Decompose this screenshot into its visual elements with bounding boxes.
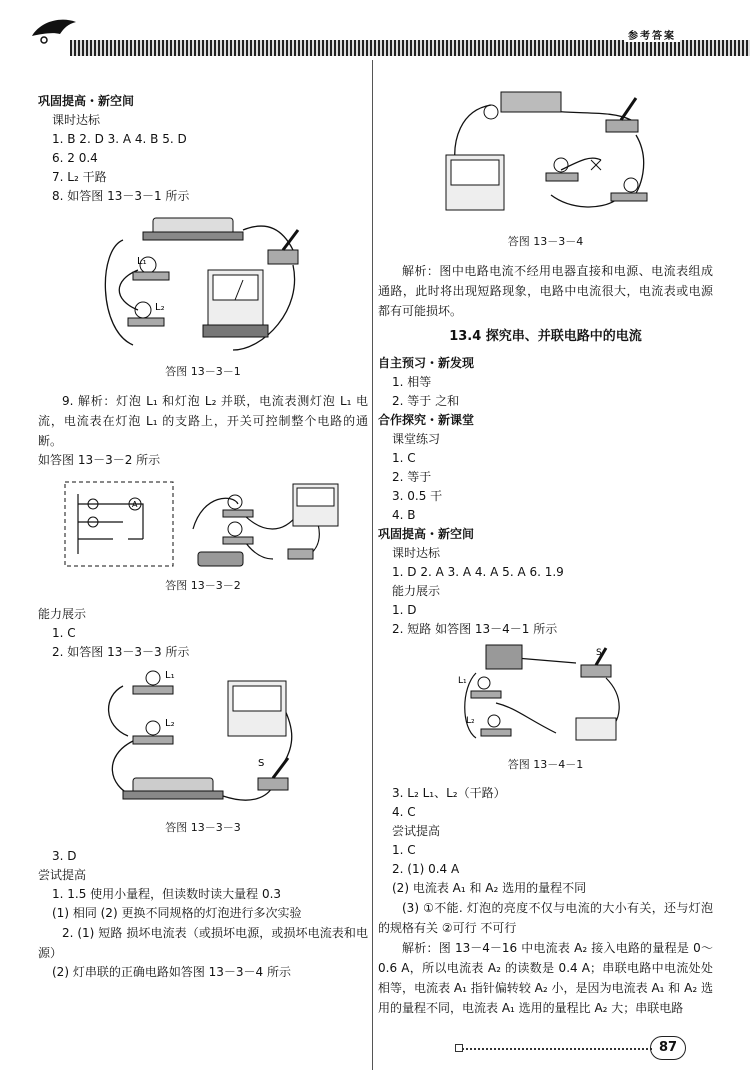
answer-line: (1) 相同 (2) 更换不同规格的灯泡进行多次实验 <box>52 906 302 920</box>
answer-line: 3. L₂ L₁、L₂（干路） <box>392 786 506 800</box>
footer-dotted-line <box>462 1048 652 1052</box>
page-header <box>0 0 750 60</box>
svg-text:S: S <box>595 648 602 658</box>
svg-text:L₂: L₂ <box>465 716 475 726</box>
svg-text:S: S <box>258 758 265 769</box>
heading-gonggu: 巩固提高・新空间 <box>378 527 475 541</box>
answer-line: 8. 如答图 13－3－1 所示 <box>52 189 190 203</box>
figure-caption: 答图 13－3－1 <box>165 365 241 378</box>
answer-line: 2. (1) 短路 损坏电流表（或损坏电源，或损坏电流表和电源） <box>38 926 368 960</box>
subheading-changshi: 尝试提高 <box>38 868 87 882</box>
answer-line: 1. C <box>52 626 76 640</box>
answer-line: 4. B <box>392 508 416 522</box>
explanation-text: 解析：图中电路电流不经用电器直接和电源、电流表组成通路，此时将出现短路现象，电路中电流很大，电流表或电源都有可能损坏。 <box>378 264 713 318</box>
subheading-changshi: 尝试提高 <box>392 824 441 838</box>
subheading-nengli: 能力展示 <box>392 584 441 598</box>
figure-caption: 答图 13－3－3 <box>165 821 241 834</box>
svg-text:L₁: L₁ <box>137 256 147 267</box>
circuit-figure-13-3-4 <box>431 90 661 230</box>
subheading-ketang: 课堂练习 <box>392 432 441 446</box>
answer-line: 2. 如答图 13－3－3 所示 <box>52 645 190 659</box>
subheading-keshi: 课时达标 <box>392 546 441 560</box>
answer-line: (2) 灯串联的正确电路如答图 13－3－4 所示 <box>52 965 291 979</box>
answer-line: 2. (1) 0.4 A <box>392 862 460 876</box>
circuit-figure-13-3-2 <box>63 474 343 574</box>
subheading-nengli: 能力展示 <box>38 607 87 621</box>
svg-text:A: A <box>132 500 138 509</box>
answer-line: 1. D <box>392 603 417 617</box>
explanation-text: 解析：图 13－4－16 中电流表 A₂ 接入电路的量程是 0～0.6 A，所以电流表 A₂ 的读数是 0.4 A；串联电路中电流处处相等，电流表 A₁ 指针偏转较 A₂ 小，是因为电流表 A₁ 和 A₂ 选用的量程不同，电流表 A₁ 选用的量程比 A₂ 大；串联电路 <box>378 941 713 1015</box>
svg-text:L₁: L₁ <box>457 676 467 686</box>
circuit-figure-13-3-3 <box>93 666 313 816</box>
heading-hezuo: 合作探究・新课堂 <box>378 413 475 427</box>
header-label: 参考答案 <box>624 27 680 42</box>
svg-text:L₂: L₂ <box>155 302 165 313</box>
answer-line: 如答图 13－3－2 所示 <box>38 453 161 467</box>
answer-line: 1. C <box>392 451 416 465</box>
answer-line: (3) ①不能. 灯泡的亮度不仅与电流的大小有关，还与灯泡的规格有关 ②可行 不可行 <box>378 901 713 935</box>
answer-line: 2. 等于 之和 <box>392 394 460 408</box>
answer-line: 2. 短路 如答图 13－4－1 所示 <box>392 622 558 636</box>
right-column <box>378 92 713 1018</box>
answer-line: 3. 0.5 干 <box>392 489 443 503</box>
answer-line: 1. 1.5 使用小量程，但读数时读大量程 0.3 <box>52 887 282 901</box>
section-title: 13.4 探究串、并联电路中的电流 <box>449 329 642 344</box>
figure-caption: 答图 13－3－4 <box>507 235 584 248</box>
heading-zizhu: 自主预习・新发现 <box>378 356 475 370</box>
column-divider <box>372 60 373 1070</box>
circuit-figure-13-3-1 <box>93 210 313 360</box>
svg-text:L₂: L₂ <box>165 718 175 729</box>
figure-caption: 答图 13－3－2 <box>165 579 241 592</box>
answer-line: 6. 2 0.4 <box>52 151 98 165</box>
header-band <box>70 40 750 56</box>
answer-line: 3. D <box>52 849 77 863</box>
svg-text:L₁: L₁ <box>165 670 175 681</box>
answer-line: 1. C <box>392 843 416 857</box>
circuit-figure-13-4-1 <box>456 643 636 753</box>
heading-gonggu: 巩固提高・新空间 <box>38 94 135 108</box>
answer-line: 7. L₂ 干路 <box>52 170 107 184</box>
answer-line: 1. 相等 <box>392 375 432 389</box>
answer-line: 4. C <box>392 805 416 819</box>
page-number: 87 <box>650 1036 686 1060</box>
subheading-keshi: 课时达标 <box>52 113 101 127</box>
answer-line: 2. 等于 <box>392 470 432 484</box>
figure-caption: 答图 13－4－1 <box>507 758 584 771</box>
answer-line: 1. B 2. D 3. A 4. B 5. D <box>52 132 187 146</box>
answer-line: (2) 电流表 A₁ 和 A₂ 选用的量程不同 <box>392 881 587 895</box>
answer-line: 1. D 2. A 3. A 4. A 5. A 6. 1.9 <box>392 565 564 579</box>
explanation-9: 9. 解析：灯泡 L₁ 和灯泡 L₂ 并联，电流表测灯泡 L₁ 电流，电流表在灯泡 L₁ 的支路上，开关可控制整个电路的通断。 <box>38 394 368 448</box>
left-column <box>38 92 368 982</box>
